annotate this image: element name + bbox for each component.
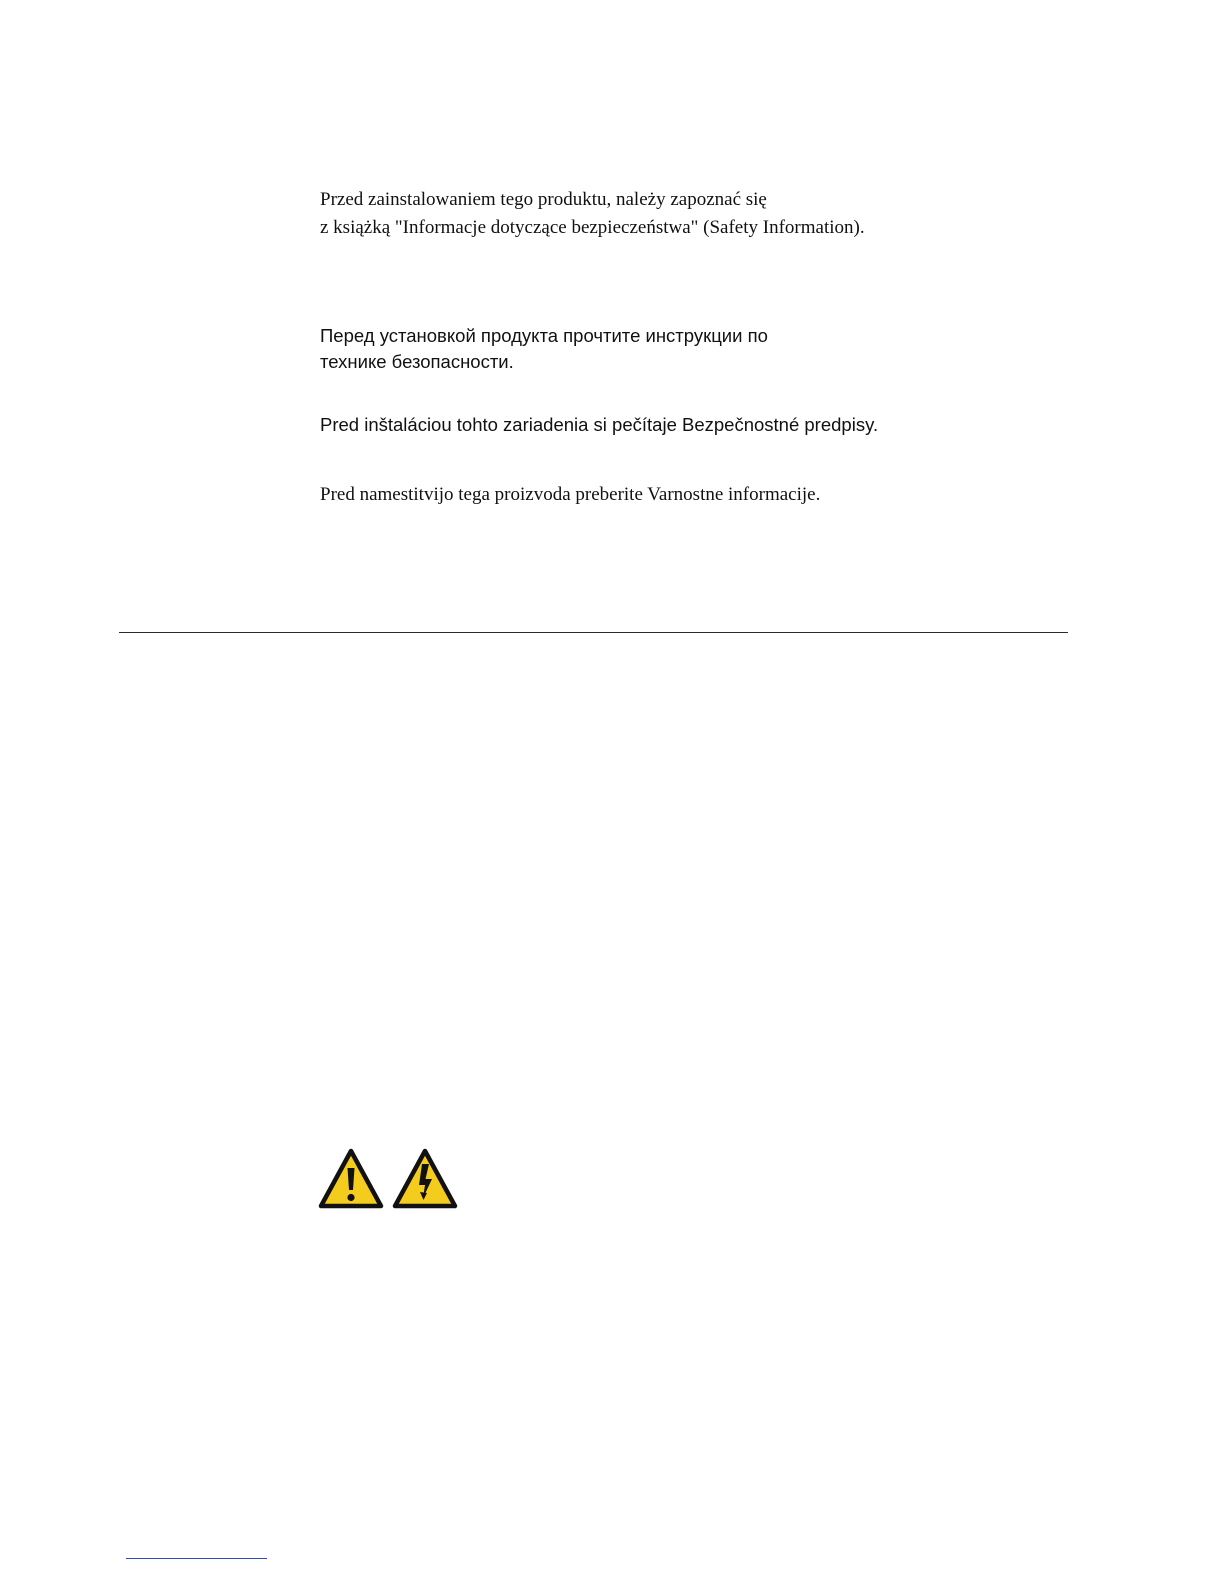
safety-notice-polish-line-1: Przed zainstalowaniem tego produktu, należy zapoznać się: [320, 189, 767, 210]
caution-exclamation-icon: [318, 1148, 384, 1210]
safety-notice-slovak: [320, 412, 878, 438]
safety-notice-slovenian-line-1: Pred namestitvijo tega proizvoda preberite Varnostne informacije.: [320, 484, 821, 505]
safety-notice-slovak-line-1: Pred inštaláciou tohto zariadenia si pečítaje Bezpečnostné predpisy.: [320, 414, 879, 435]
safety-notice-russian-line-1: Перед установкой продукта прочтите инструкции по: [320, 325, 768, 346]
section-divider: [119, 632, 1068, 633]
safety-notice-russian-line-2: технике безопасности.: [320, 351, 514, 372]
safety-notice-slovenian: [320, 481, 820, 509]
warning-icons: [318, 1148, 460, 1210]
footer-rule: [126, 1558, 267, 1559]
safety-notice-russian: [320, 323, 768, 375]
safety-notice-polish: [320, 186, 865, 242]
electrical-hazard-icon: [392, 1148, 458, 1210]
safety-notice-polish-line-2: z książką "Informacje dotyczące bezpieczeństwa" (Safety Information).: [320, 217, 865, 238]
